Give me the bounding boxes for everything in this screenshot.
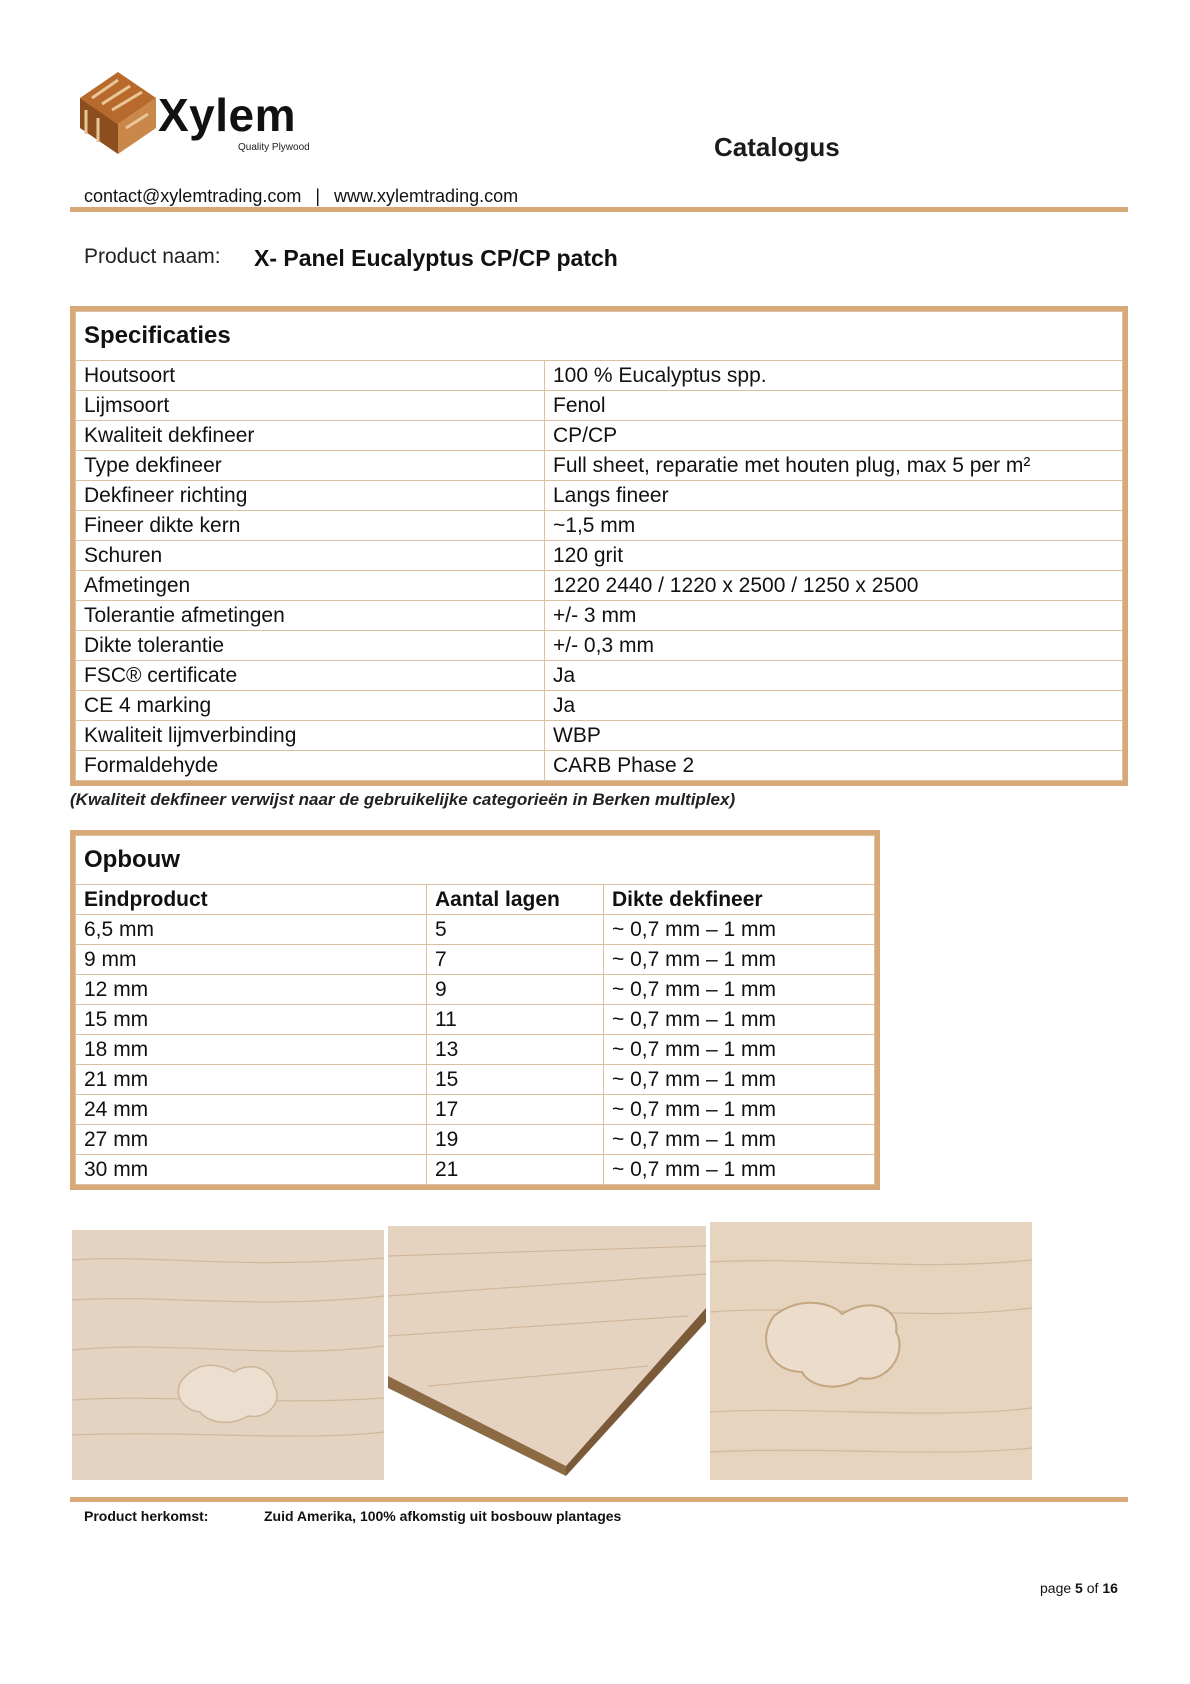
specs-note: (Kwaliteit dekfineer verwijst naar de gebruikelijke categorieën in Berken multiplex) [70, 790, 736, 809]
build-aantal-lagen: 5 [427, 915, 604, 945]
build-dikte-dekfineer: ~ 0,7 mm – 1 mm [604, 1035, 875, 1065]
build-dikte-dekfineer: ~ 0,7 mm – 1 mm [604, 915, 875, 945]
specs-value: WBP [545, 721, 1123, 751]
specs-table [75, 311, 1123, 781]
build-header-aantal-lagen: Aantal lagen [427, 885, 604, 915]
product-photo-patch-closeup [710, 1222, 1032, 1480]
build-eindproduct: 15 mm [76, 1005, 427, 1035]
build-dikte-dekfineer: ~ 0,7 mm – 1 mm [604, 975, 875, 1005]
build-row [76, 1005, 875, 1035]
specs-table-box [70, 306, 1128, 786]
specs-value: ~1,5 mm [545, 511, 1123, 541]
specs-value: 100 % Eucalyptus spp. [545, 361, 1123, 391]
specs-key: Lijmsoort [76, 391, 545, 421]
specs-value: Ja [545, 691, 1123, 721]
contact-email-link[interactable]: contact@xylemtrading.com [84, 186, 302, 206]
specs-row [76, 571, 1123, 601]
specs-row [76, 451, 1123, 481]
specs-key: Kwaliteit dekfineer [76, 421, 545, 451]
build-aantal-lagen: 9 [427, 975, 604, 1005]
specs-key: Kwaliteit lijmverbinding [76, 721, 545, 751]
header-divider [70, 207, 1128, 212]
build-row [76, 1035, 875, 1065]
specs-row [76, 751, 1123, 781]
build-dikte-dekfineer: ~ 0,7 mm – 1 mm [604, 1005, 875, 1035]
build-aantal-lagen: 7 [427, 945, 604, 975]
build-eindproduct: 27 mm [76, 1125, 427, 1155]
specs-key: Dikte tolerantie [76, 631, 545, 661]
specs-key: CE 4 marking [76, 691, 545, 721]
website-link[interactable]: www.xylemtrading.com [334, 186, 519, 206]
build-title: Opbouw [76, 836, 875, 885]
build-dikte-dekfineer: ~ 0,7 mm – 1 mm [604, 945, 875, 975]
specs-row [76, 361, 1123, 391]
build-eindproduct: 30 mm [76, 1155, 427, 1185]
specs-value: Fenol [545, 391, 1123, 421]
origin-value: Zuid Amerika, 100% afkomstig uit bosbouw plantages [264, 1508, 622, 1524]
specs-row [76, 391, 1123, 421]
specs-key: Formaldehyde [76, 751, 545, 781]
specs-row [76, 631, 1123, 661]
build-eindproduct: 9 mm [76, 945, 427, 975]
build-eindproduct: 6,5 mm [76, 915, 427, 945]
specs-row [76, 511, 1123, 541]
logo-wordmark: Xylem [158, 89, 297, 141]
build-table [75, 835, 875, 1185]
build-row [76, 945, 875, 975]
specs-value: Ja [545, 661, 1123, 691]
build-aantal-lagen: 11 [427, 1005, 604, 1035]
product-name: X- Panel Eucalyptus CP/CP patch [254, 245, 618, 271]
specs-title: Specificaties [76, 312, 1123, 361]
specs-row [76, 481, 1123, 511]
page-title: Catalogus [714, 132, 840, 162]
build-header-dikte-dekfineer: Dikte dekfineer [604, 885, 875, 915]
specs-value: CP/CP [545, 421, 1123, 451]
specs-key: Houtsoort [76, 361, 545, 391]
build-row [76, 915, 875, 945]
specs-value: CARB Phase 2 [545, 751, 1123, 781]
build-aantal-lagen: 21 [427, 1155, 604, 1185]
build-eindproduct: 21 mm [76, 1065, 427, 1095]
origin-label: Product herkomst: [84, 1508, 209, 1524]
specs-row [76, 691, 1123, 721]
build-row [76, 1095, 875, 1125]
page-current: 5 [1075, 1580, 1083, 1596]
build-row [76, 1155, 875, 1185]
specs-value: +/- 3 mm [545, 601, 1123, 631]
specs-key: Afmetingen [76, 571, 545, 601]
specs-key: Tolerantie afmetingen [76, 601, 545, 631]
product-name-label: Product naam: [84, 245, 221, 268]
specs-key: Type dekfineer [76, 451, 545, 481]
specs-key: Fineer dikte kern [76, 511, 545, 541]
build-aantal-lagen: 13 [427, 1035, 604, 1065]
build-eindproduct: 12 mm [76, 975, 427, 1005]
page-number: page 5 of 16 [1040, 1580, 1118, 1596]
specs-value: +/- 0,3 mm [545, 631, 1123, 661]
specs-row [76, 721, 1123, 751]
build-aantal-lagen: 15 [427, 1065, 604, 1095]
build-row [76, 1125, 875, 1155]
specs-value: 120 grit [545, 541, 1123, 571]
logo-tagline: Quality Plywood [238, 142, 310, 153]
specs-value: 1220 2440 / 1220 x 2500 / 1250 x 2500 [545, 571, 1123, 601]
build-dikte-dekfineer: ~ 0,7 mm – 1 mm [604, 1095, 875, 1125]
build-dikte-dekfineer: ~ 0,7 mm – 1 mm [604, 1125, 875, 1155]
build-eindproduct: 24 mm [76, 1095, 427, 1125]
build-eindproduct: 18 mm [76, 1035, 427, 1065]
contact-separator: | [315, 186, 321, 206]
specs-key: Schuren [76, 541, 545, 571]
specs-row [76, 661, 1123, 691]
specs-key: FSC® certificate [76, 661, 545, 691]
specs-key: Dekfineer richting [76, 481, 545, 511]
build-dikte-dekfineer: ~ 0,7 mm – 1 mm [604, 1155, 875, 1185]
specs-row [76, 421, 1123, 451]
build-dikte-dekfineer: ~ 0,7 mm – 1 mm [604, 1065, 875, 1095]
build-aantal-lagen: 17 [427, 1095, 604, 1125]
page-total: 16 [1102, 1580, 1118, 1596]
build-row [76, 1065, 875, 1095]
specs-row [76, 601, 1123, 631]
footer-divider [70, 1497, 1128, 1502]
build-header-eindproduct: Eindproduct [76, 885, 427, 915]
product-photo-surface-patch [72, 1230, 384, 1480]
specs-row [76, 541, 1123, 571]
build-aantal-lagen: 19 [427, 1125, 604, 1155]
build-row [76, 975, 875, 1005]
contact-line [84, 186, 518, 207]
specs-value: Langs fineer [545, 481, 1123, 511]
build-table-box [70, 830, 880, 1190]
specs-value: Full sheet, reparatie met houten plug, max 5 per m² [545, 451, 1123, 481]
product-photo-panel-edge [388, 1226, 706, 1476]
